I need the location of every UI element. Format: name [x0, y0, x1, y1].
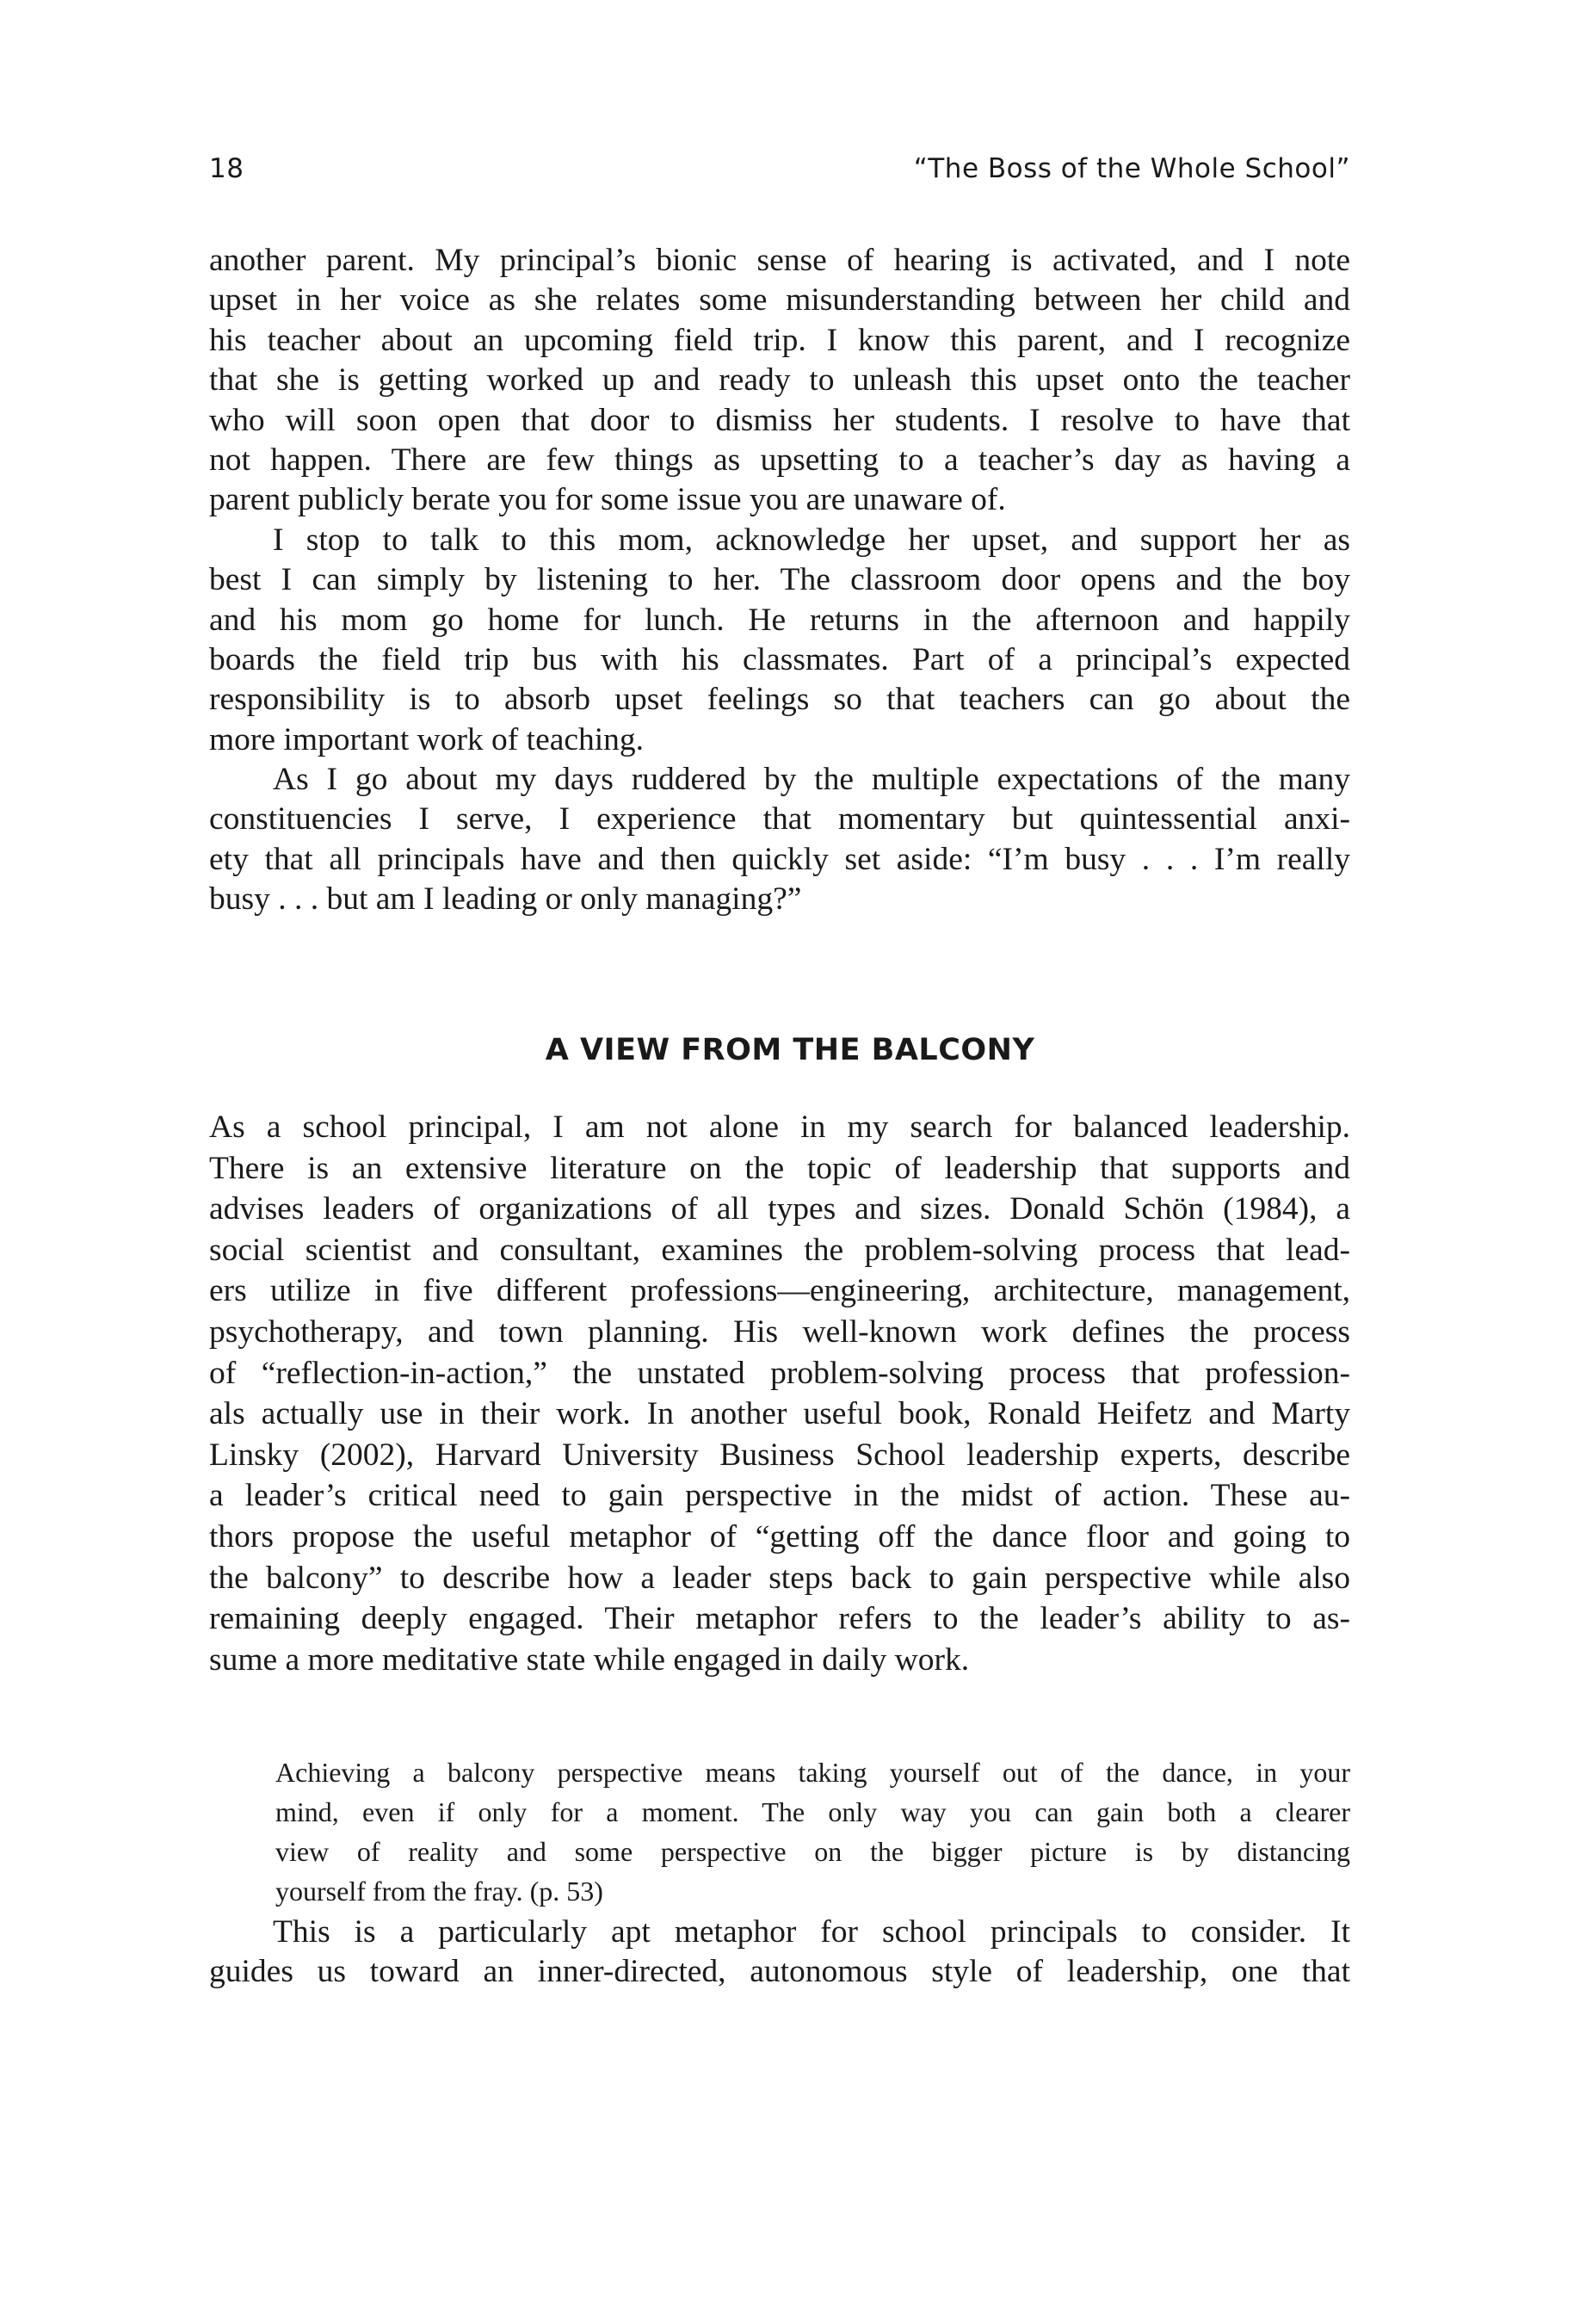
text-line: who will soon open that door to dismiss her students. I resolve to have that: [209, 402, 1350, 438]
text-line: another parent. My principal’s bionic sense of hearing is activated, and I note: [209, 243, 1350, 278]
text-line: parent publicly berate you for some issue you are unaware of.: [209, 482, 1006, 518]
text-line: of “reflection-in-action,” the unstated problem-solving process that profession-: [209, 1355, 1350, 1391]
text-line: ety that all principals have and then quickly set aside: “I’m busy . . . I’m really: [209, 841, 1350, 877]
text-line: Achieving a balcony perspective means taking yourself out of the dance, in your: [275, 1757, 1350, 1788]
text-line: responsibility is to absorb upset feelings so that teachers can go about the: [209, 682, 1350, 718]
body-section-2: [209, 1107, 1350, 1680]
quote-paragraph: [275, 1752, 1350, 1911]
text-line: more important work of teaching.: [209, 721, 645, 757]
paragraph: [209, 1913, 1350, 1993]
paragraph: [209, 521, 1350, 760]
text-line: busy . . . but am I leading or only managing?”: [209, 881, 802, 918]
paragraph: [209, 1107, 1350, 1680]
text-line: As a school principal, I am not alone in my search for balanced leadership.: [209, 1109, 1350, 1145]
paragraph: [209, 241, 1350, 521]
text-line: best I can simply by listening to her. The classroom door opens and the boy: [209, 562, 1350, 598]
text-line: Linsky (2002), Harvard University Business School leadership experts, describe: [209, 1437, 1350, 1473]
text-line: ers utilize in five different professions—engineering, architecture, management,: [209, 1273, 1350, 1309]
text-line: that she is getting worked up and ready to unleash this upset onto the teacher: [209, 362, 1350, 399]
text-line: the balcony” to describe how a leader steps back to gain perspective while also: [209, 1560, 1350, 1596]
text-line: social scientist and consultant, examines the problem-solving process that lead-: [209, 1232, 1350, 1268]
text-line: As I go about my days ruddered by the multiple expectations of the many: [273, 762, 1350, 798]
text-line: guides us toward an inner-directed, autonomous style of leadership, one that: [209, 1954, 1350, 1990]
paragraph: [209, 760, 1350, 920]
text-line: I stop to talk to this mom, acknowledge her upset, and support her as: [273, 522, 1350, 558]
text-line: constituencies I serve, I experience that momentary but quintessential anxi-: [209, 801, 1350, 838]
page-number: 18: [209, 153, 244, 184]
text-line: his teacher about an upcoming field trip. I know this parent, and I recognize: [209, 322, 1350, 358]
text-line: and his mom go home for lunch. He returns in the afternoon and happily: [209, 602, 1350, 638]
text-line: yourself from the fray. (p. 53): [275, 1876, 603, 1907]
text-line: remaining deeply engaged. Their metaphor refers to the leader’s ability to as-: [209, 1601, 1350, 1637]
text-line: a leader’s critical need to gain perspective in the midst of action. These au-: [209, 1478, 1350, 1514]
text-line: This is a particularly apt metaphor for school principals to consider. It: [273, 1914, 1350, 1950]
text-line: sume a more meditative state while engaged in daily work.: [209, 1641, 970, 1678]
body-section-3: [209, 1913, 1350, 1993]
text-line: mind, even if only for a moment. The only way you can gain both a clearer: [275, 1796, 1350, 1827]
section-heading: A VIEW FROM THE BALCONY: [545, 1033, 1035, 1067]
text-line: als actually use in their work. In another useful book, Ronald Heifetz and Marty: [209, 1396, 1350, 1432]
text-line: boards the field trip bus with his classmates. Part of a principal’s expected: [209, 641, 1350, 677]
text-line: view of reality and some perspective on the bigger picture is by distancing: [275, 1836, 1350, 1867]
text-line: not happen. There are few things as upsetting to a teacher’s day as having a: [209, 442, 1350, 478]
text-line: thors propose the useful metaphor of “getting off the dance floor and going to: [209, 1518, 1350, 1554]
body-section-1: [209, 241, 1350, 920]
running-head: “The Boss of the Whole School”: [913, 153, 1350, 184]
text-line: advises leaders of organizations of all types and sizes. Donald Schön (1984), a: [209, 1191, 1350, 1227]
text-line: upset in her voice as she relates some misunderstanding between her child and: [209, 282, 1350, 318]
block-quote: [275, 1752, 1350, 1911]
text-line: There is an extensive literature on the topic of leadership that supports and: [209, 1150, 1350, 1186]
text-line: psychotherapy, and town planning. His well-known work defines the process: [209, 1313, 1350, 1350]
